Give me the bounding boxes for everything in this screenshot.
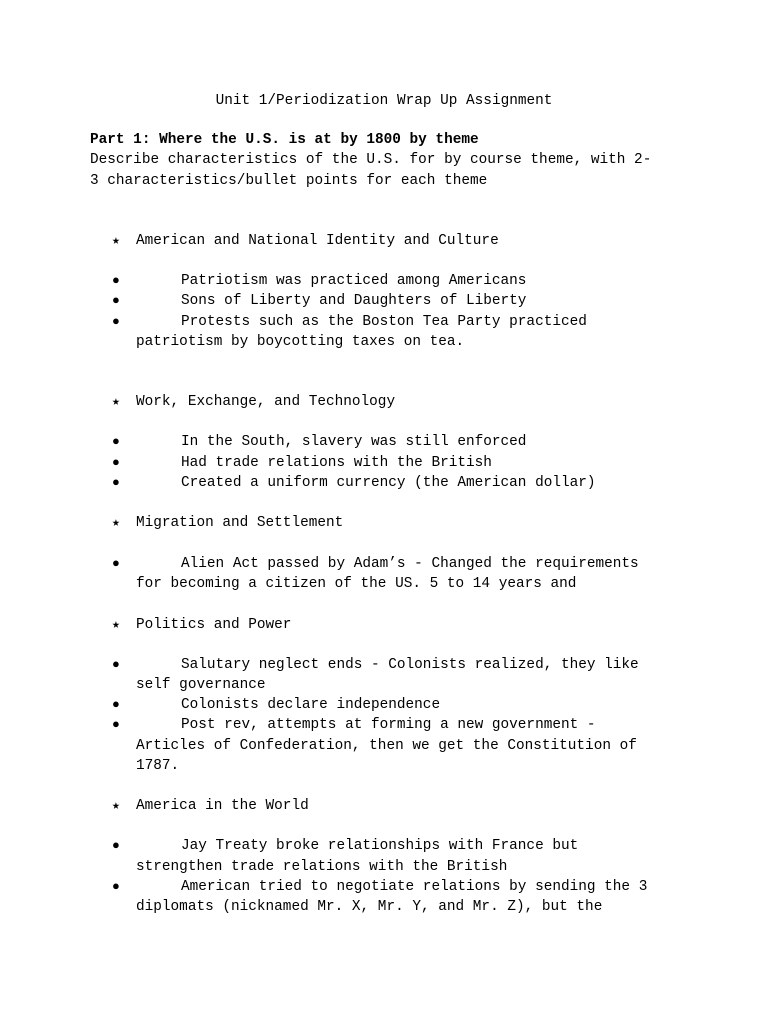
list-item-continuation: 1787.: [136, 758, 180, 774]
part1-description-line1: Describe characteristics of the U.S. for by course theme, with 2-: [90, 152, 652, 168]
star-icon: ★: [112, 394, 120, 409]
list-item-continuation: diplomats (nicknamed Mr. X, Mr. Y, and Mr. Z), but the: [136, 899, 603, 915]
list-item: Protests such as the Boston Tea Party practiced: [181, 314, 587, 330]
bullet-dot-icon: ●: [112, 475, 120, 490]
list-item: Sons of Liberty and Daughters of Liberty: [181, 293, 527, 309]
part1-description-line2: 3 characteristics/bullet points for each theme: [90, 173, 488, 189]
list-item-continuation: Articles of Confederation, then we get the Constitution of: [136, 738, 637, 754]
list-item: American tried to negotiate relations by sending the 3: [181, 879, 648, 895]
list-item-continuation: self governance: [136, 677, 266, 693]
list-item: Colonists declare independence: [181, 697, 441, 713]
bullet-dot-icon: ●: [112, 455, 120, 470]
list-item: Salutary neglect ends - Colonists realized, they like: [181, 657, 639, 673]
star-icon: ★: [112, 515, 120, 530]
bullet-dot-icon: ●: [112, 697, 120, 712]
theme-heading: American and National Identity and Culture: [136, 233, 499, 249]
list-item-continuation: patriotism by boycotting taxes on tea.: [136, 334, 465, 350]
list-item: Post rev, attempts at forming a new government -: [181, 717, 596, 733]
bullet-dot-icon: ●: [112, 556, 120, 571]
bullet-dot-icon: ●: [112, 273, 120, 288]
list-item: Had trade relations with the British: [181, 455, 492, 471]
list-item: Created a uniform currency (the American dollar): [181, 475, 596, 491]
bullet-dot-icon: ●: [112, 838, 120, 853]
star-icon: ★: [112, 798, 120, 813]
list-item-continuation: for becoming a citizen of the US. 5 to 14 years and: [136, 576, 577, 592]
star-icon: ★: [112, 233, 120, 248]
list-item-continuation: strengthen trade relations with the British: [136, 859, 508, 875]
star-icon: ★: [112, 617, 120, 632]
bullet-dot-icon: ●: [112, 657, 120, 672]
theme-heading: Work, Exchange, and Technology: [136, 394, 396, 410]
list-item: In the South, slavery was still enforced: [181, 434, 527, 450]
theme-heading: Politics and Power: [136, 617, 292, 633]
bullet-dot-icon: ●: [112, 434, 120, 449]
list-item: Alien Act passed by Adam’s - Changed the requirements: [181, 556, 639, 572]
bullet-dot-icon: ●: [112, 314, 120, 329]
list-item: Patriotism was practiced among Americans: [181, 273, 527, 289]
page-title: Unit 1/Periodization Wrap Up Assignment: [215, 93, 553, 109]
theme-heading: Migration and Settlement: [136, 515, 344, 531]
list-item: Jay Treaty broke relationships with France but: [181, 838, 579, 854]
theme-heading: America in the World: [136, 798, 309, 814]
bullet-dot-icon: ●: [112, 717, 120, 732]
bullet-dot-icon: ●: [112, 879, 120, 894]
part1-heading: Part 1: Where the U.S. is at by 1800 by theme: [90, 132, 479, 148]
bullet-dot-icon: ●: [112, 293, 120, 308]
